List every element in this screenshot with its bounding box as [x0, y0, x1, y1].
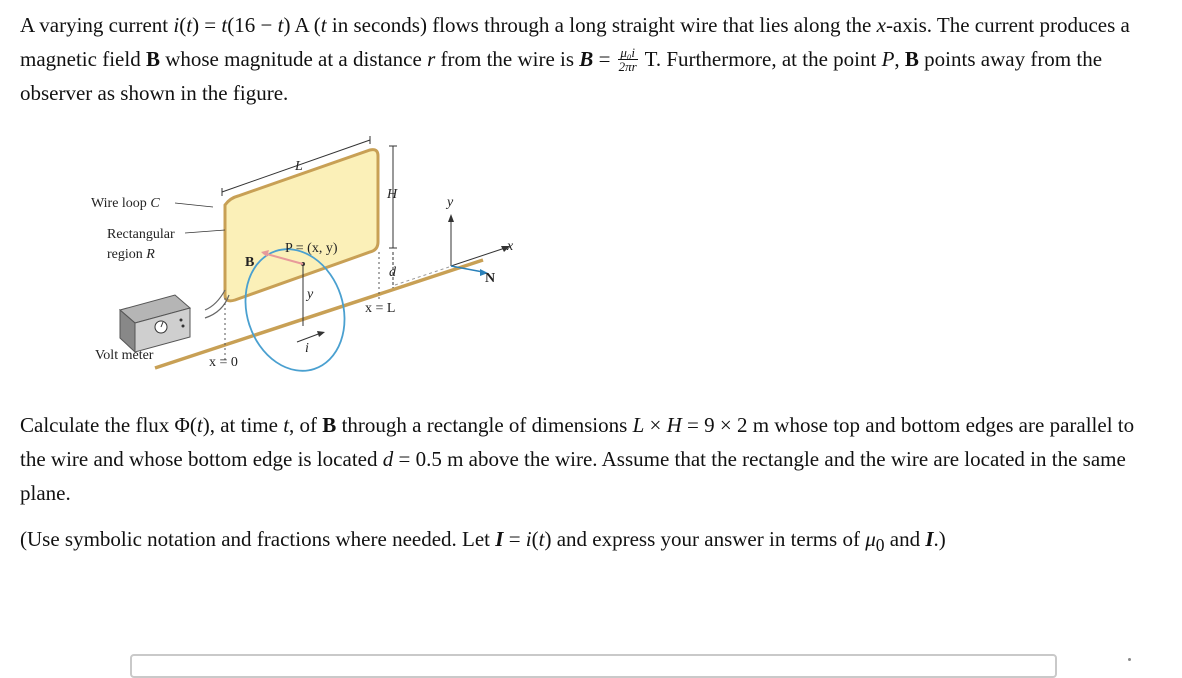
math-var: t	[221, 13, 228, 37]
text-run: ×	[644, 413, 667, 437]
label-rectangular: Rectangular	[107, 227, 175, 242]
label-region: region R	[107, 247, 155, 262]
fraction-mu0i-over-2pir	[618, 46, 638, 73]
label-B: B	[245, 255, 255, 270]
text-run: whose magnitude at a distance	[159, 47, 428, 71]
math-vector: B	[322, 413, 337, 437]
text-run: and	[884, 527, 926, 551]
text-run: in seconds) flows through a long straight wire that lies along the	[326, 13, 877, 37]
text-run: (Use symbolic notation and fractions where needed. Let	[20, 527, 496, 551]
leader-wire-loop	[175, 203, 213, 207]
math-var: t	[196, 413, 203, 437]
text-run: (16 −	[227, 13, 278, 37]
math-var: t	[277, 13, 284, 37]
text-run: (	[179, 13, 187, 37]
label-H: H	[387, 187, 398, 202]
math-var: I	[925, 527, 934, 551]
current-wire	[155, 260, 483, 368]
text-run: Calculate the flux Φ(	[20, 413, 197, 437]
leader-rect-region	[185, 230, 225, 233]
math-var: t	[283, 413, 290, 437]
math-var: B	[579, 47, 594, 71]
label-xL: x = L	[365, 301, 396, 316]
answer-input[interactable]	[130, 654, 1057, 678]
math-var: μ	[865, 527, 876, 551]
math-var: d	[382, 447, 394, 471]
text-run: =	[593, 47, 616, 71]
text-run: ) =	[192, 13, 222, 37]
label-y-segment: y	[307, 287, 314, 302]
math-var: t	[186, 13, 193, 37]
math-var: H	[666, 413, 682, 437]
wire-loop-figure	[85, 130, 535, 380]
math-vector: B	[904, 47, 919, 71]
label-volt-meter: Volt meter	[95, 348, 154, 363]
menu-dot-icon	[1128, 658, 1131, 661]
text-run: , of	[289, 413, 323, 437]
text-run: = 0.5 m above the wire. Assume that the rectangle and the wire are located in the same plane.	[20, 447, 1126, 505]
current-arrow	[297, 333, 321, 342]
fraction-numerator: μ₀i	[620, 44, 636, 60]
fraction-denominator: 2πr	[618, 58, 637, 74]
label-i: i	[305, 341, 309, 356]
text-run: = 9 × 2 m whose top and bottom edges are parallel to the wire and whose bottom edge is located	[20, 413, 1135, 471]
text-run: .)	[933, 527, 946, 551]
text-run: ) and express your answer in terms of	[544, 527, 866, 551]
label-d: d	[389, 265, 396, 280]
math-var: I	[495, 527, 504, 551]
math-var: i	[525, 527, 532, 551]
instructions-text	[20, 522, 1170, 562]
question-text	[20, 408, 1160, 510]
math-var: r	[427, 47, 436, 71]
label-x-axis: x	[507, 239, 514, 254]
label-x0: x = 0	[209, 355, 238, 370]
wire-dashed-extension	[395, 267, 449, 285]
math-var: t	[538, 527, 545, 551]
volt-meter	[120, 295, 190, 352]
math-subscript: 0	[875, 535, 885, 556]
text-run: =	[503, 527, 526, 551]
math-var: t	[320, 13, 327, 37]
label-P: P = (x, y)	[285, 241, 338, 256]
math-vector: B	[145, 47, 160, 71]
text-run: (	[531, 527, 539, 551]
problem-statement	[20, 8, 1170, 110]
label-L: L	[295, 159, 303, 174]
text-run: ) A (	[283, 13, 321, 37]
text-run: through a rectangle of dimensions	[336, 413, 633, 437]
text-run: T. Furthermore, at the point	[639, 47, 882, 71]
figure-svg	[85, 130, 535, 380]
text-run: from the wire is	[435, 47, 580, 71]
label-y-axis: y	[447, 195, 454, 210]
text-run: ), at time	[202, 413, 284, 437]
text-run: ,	[894, 47, 905, 71]
math-var: L	[632, 413, 645, 437]
label-N: N	[485, 271, 496, 286]
text-run: -axis. The current produces a magnetic field	[20, 13, 1130, 71]
math-var: i	[173, 13, 180, 37]
math-var: x	[876, 13, 886, 37]
label-wire-loop: Wire loop C	[91, 196, 160, 211]
text-run: points away from the observer as shown in the figure.	[20, 47, 1103, 105]
text-run: A varying current	[20, 13, 174, 37]
math-var: P	[881, 47, 895, 71]
